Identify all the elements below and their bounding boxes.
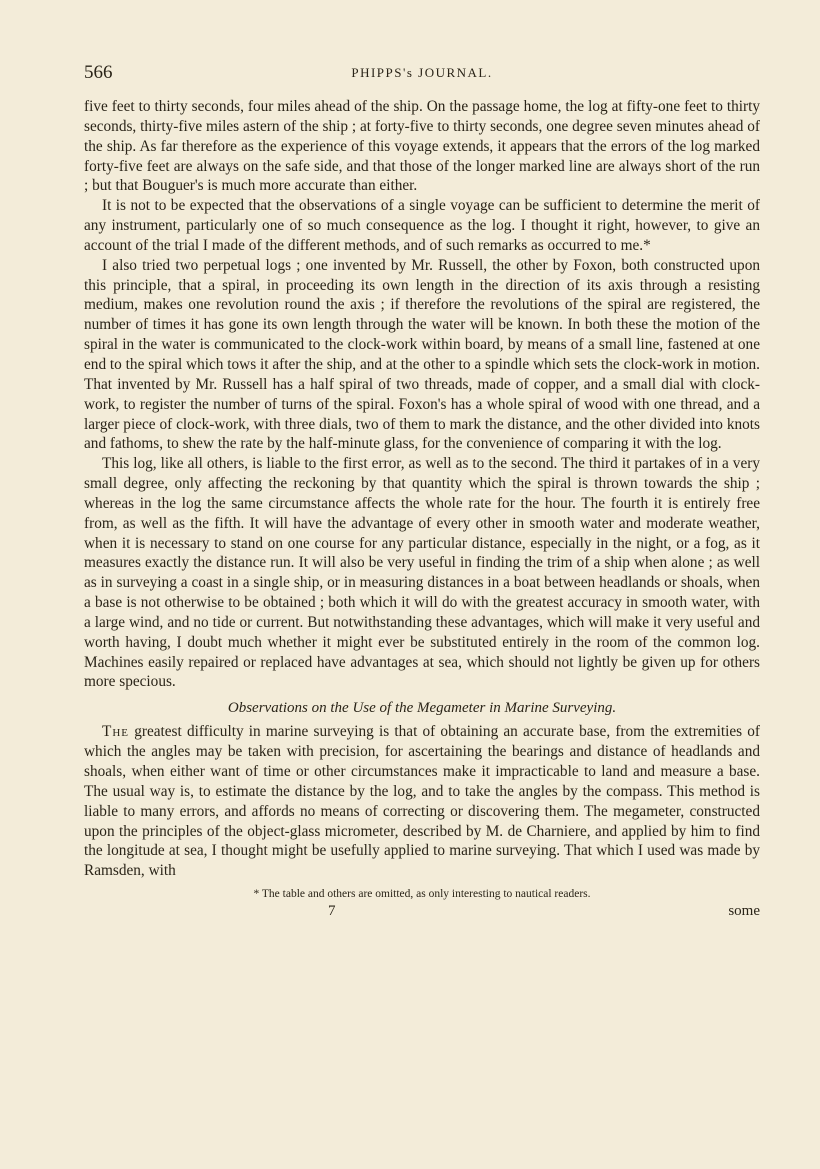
section-paragraph: [84, 722, 760, 881]
lead-word: The: [102, 723, 130, 741]
footnote: * The table and others are omitted, as only interesting to nautical readers.: [253, 888, 591, 901]
paragraph: This log, like all others, is liable to the first error, as well as to the second. The third it partakes of in a very small degree, only affecting the reckoning by that quantity which the spiral is thrown towards the ship ; whereas in the log the same circumstance affects the whole rate for the hour. The fourth it is entirely free from, as well as the fifth. It will have the advantage of every other in smooth water and moderate weather, when it is necessary to stand on one course for any particular distance, especially in the night, or a fog, as it measures exactly the distance run. It will also be very useful in finding the trim of a ship when alone ; as well as in surveying a coast in a single ship, or in measuring distances in a boat between headlands or shoals, when a base is not otherwise to be obtained ; both which it will do with the greatest accuracy in smooth water, with a large wind, and no tide or current. But notwithstanding these advantages, which will make it very useful and worth having, I doubt much whether it might ever be substituted entirely in the room of the common log. Machines easily repaired or replaced have advantages at sea, which should not lightly be given up for others more specious.: [84, 455, 760, 691]
body-text: [84, 97, 760, 881]
signature-mark: 7: [328, 903, 336, 920]
page-footer: [84, 903, 760, 920]
section-paragraph-text: greatest difficulty in marine surveying is that of obtaining an accurate base, from the extremities of which the angles may be taken with precision, for ascertaining the bearings and distance of headlands and shoals, when either want of time or other circumstances make it impracticable to land and measure a base. The usual way is, to estimate the distance by the log, and to take the angles by the compass. This method is liable to many errors, and affords no means of correcting or discovering them. The megameter, constructed upon the principles of the object-glass micrometer, described by M. de Charniere, and applied by him to find the longitude at sea, I thought might be usefully applied to marine surveying. That which I used was made by Ramsden, with: [84, 723, 760, 880]
catchword: some: [728, 903, 760, 920]
paragraph: five feet to thirty seconds, four miles ahead of the ship. On the passage home, the log at fifty-one feet to thirty seconds, thirty-five miles astern of the ship ; at forty-five to thirty seconds, one degree seven minutes ahead of the ship. As far therefore as the experience of this voyage extends, it appears that the errors of the log marked forty-five feet are always on the safe side, and that those of the longer marked line are always short of the run ; but that Bouguer's is much more accurate than either.: [84, 98, 760, 195]
paragraph: It is not to be expected that the observations of a single voyage can be sufficient to determine the merit of any instrument, particularly one of so much consequence as the log. I thought it right, however, to give an account of the trial I made of the different methods, and of such remarks as occurred to me.*: [84, 197, 760, 254]
section-heading: Observations on the Use of the Megameter in Marine Surveying.: [227, 700, 617, 717]
book-page: [84, 62, 760, 920]
page-number: 566: [84, 62, 113, 83]
paragraph: I also tried two perpetual logs ; one invented by Mr. Russell, the other by Foxon, both constructed upon this principle, that a spiral, in proceeding its own length in the direction of its axis through a resisting medium, makes one revolution round the axis ; if therefore the revolutions of the spiral are registered, the number of times it has gone its own length through the water will be known. In both these the motion of the spiral in the water is communicated to the clock-work within board, by means of a small line, fastened at one end to the spiral which tows it after the ship, and at the other to a spindle which sets the clock-work in motion. That invented by Mr. Russell has a half spiral of two threads, made of copper, and a small dial with clock-work, to register the number of turns of the spiral. Foxon's has a whole spiral of wood with one thread, and a larger piece of clock-work, with three dials, two of them to mark the distance, and the other divided into knots and fathoms, to shew the rate by the half-minute glass, for the convenience of comparing it with the log.: [84, 256, 760, 453]
page-header: [84, 62, 760, 84]
running-head: PHIPPS's JOURNAL.: [351, 65, 493, 80]
